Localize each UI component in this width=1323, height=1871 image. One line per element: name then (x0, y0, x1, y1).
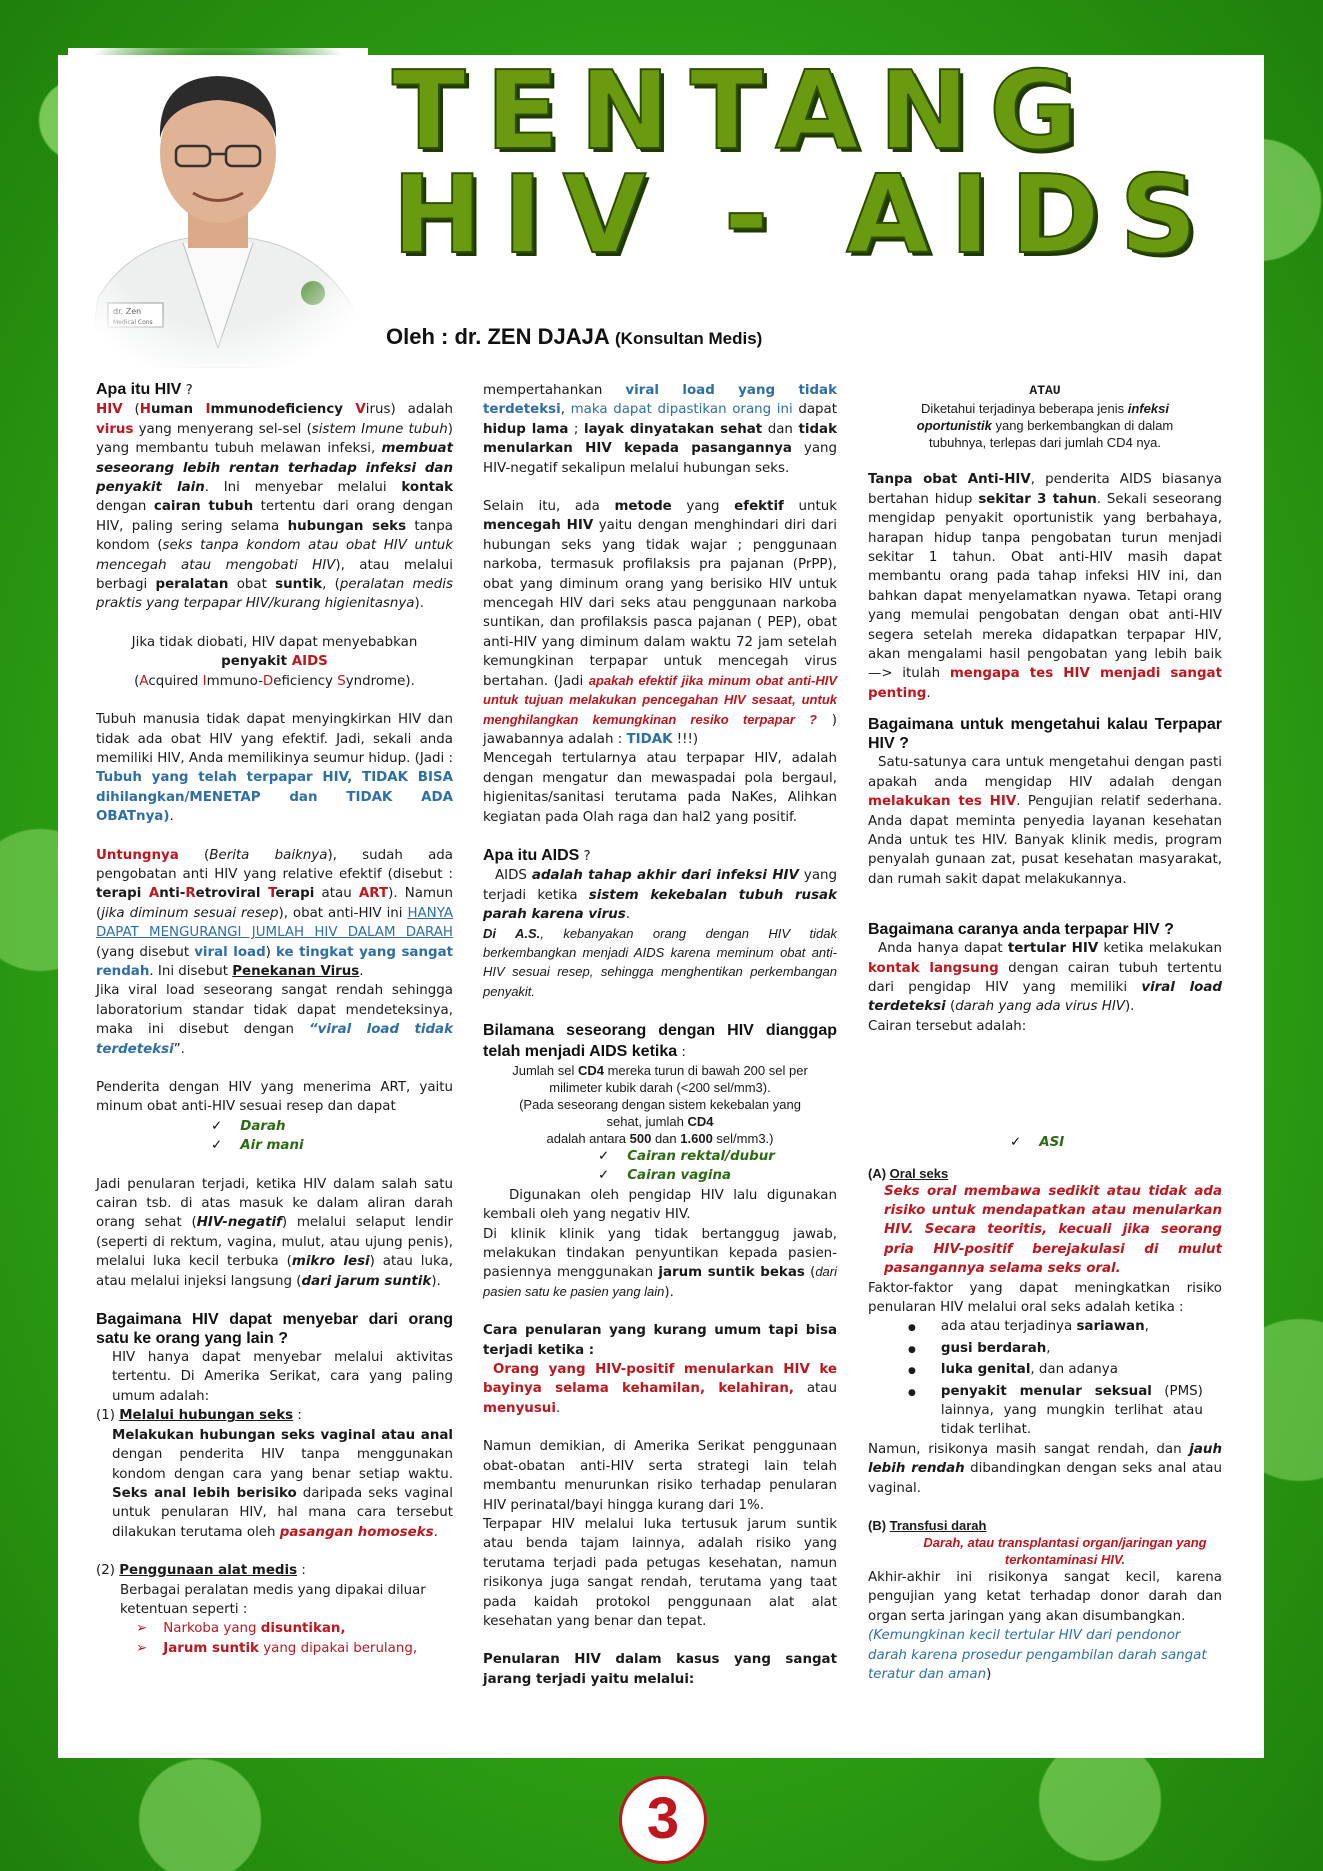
text-run: tertular HIV (1007, 941, 1099, 957)
para-low-risk (868, 1440, 1222, 1498)
text-run: . Pengujian relatif sederhana. Anda dapat meminta penyedia layanan kesehatan Anda untuk tes HIV. Banyak klinik medis, program penyalah gunaan zat, pusat kesehatan masyarakat, dan rumah sakit dapat melakukannya. (868, 794, 1222, 887)
author-name: Oleh : dr. ZEN DJAJA (386, 324, 609, 349)
text-run: ; (568, 421, 584, 437)
heading-rare: Penularan HIV dalam kasus yang sangat jarang terjadi yaitu melalui (483, 1652, 837, 1687)
section-label: (B) (868, 1518, 887, 1534)
text-run: ketika melakukan (1098, 941, 1222, 957)
heading-apa-itu-hiv: Apa itu HIV (96, 381, 182, 398)
text-run: darah yang ada virus HIV (955, 999, 1125, 1015)
text-run: luka genital (940, 1362, 1031, 1378)
text-run: efektif (734, 499, 784, 515)
heading-less-common: Cara penularan yang kurang umum tapi bisa terjadi ketika : (483, 1323, 837, 1358)
para-needlestick: Terpapar HIV melalui luka tertusuk jarum suntik atau benda tajam lainnya, adalah risiko yang terutama terjadi pada petugas kesehatan, namun risikonya juga sangat rendah, terutama yang taat pada kaidah protokol penggunaan alat alat kesehatan yang benar dan tepat. (483, 1516, 837, 1629)
colon: : (293, 1408, 302, 1424)
list-number: (1) (96, 1408, 115, 1424)
text-run: AIDS (495, 868, 532, 884)
text-run: Selain itu, ada (483, 499, 615, 515)
text-run: . (625, 907, 631, 923)
text-run: hubungan seks (287, 518, 407, 534)
text-run: HIV (96, 402, 123, 418)
text-run: . Ini disebut (149, 963, 233, 979)
text-run: cquired (148, 673, 203, 689)
text-run: uman (151, 402, 206, 418)
text-run: dengan cairan tubuh tertentu dari pengidap HIV yang memiliki (868, 960, 1222, 995)
text-run: (yang disebut (96, 944, 195, 960)
text-run: Orang yang HIV-positif menularkan HIV ke bayinya selama kehamilan, kelahiran, (483, 1362, 837, 1397)
text-run: jauh lebih rendah (868, 1441, 1222, 1477)
para-aids-def (483, 866, 837, 924)
text-run: untuk (783, 499, 837, 515)
text-run: , penderita AIDS biasanya bertahan hidup (868, 472, 1223, 507)
text-run: obat (228, 577, 276, 593)
list-item (868, 1339, 1222, 1360)
text-run: tanpa kondom ( (96, 518, 454, 554)
para-direct-contact (868, 939, 1222, 1017)
text-run: V (355, 402, 366, 418)
para-viral-load (483, 381, 837, 478)
list-item (96, 1619, 453, 1638)
para-perinatal: Namun demikian, di Amerika Serikat penggunaan obat-obatan anti-HIV serta strategi lain telah membantu menurunkan risiko terhadap penularan HIV perinatal/bayi hingga kurang dari 1%. (483, 1439, 837, 1513)
para-factors: Faktor-faktor yang dapat meningkatkan risiko penularan HIV melalui oral seks adalah ketika : (868, 1280, 1222, 1315)
text-run: Narkoba yang (163, 1621, 261, 1637)
text-run: Tubuh yang telah terpapar HIV, TIDAK BISA dihilangkan/MENETAP dan TIDAK ADA OBATnya) (96, 770, 453, 825)
text-run: , dan adanya (1030, 1362, 1118, 1378)
op-line: tubuhnya, terlepas dari jumlah CD4 nya. (929, 435, 1161, 451)
text-run: dari pasien satu ke pasien yang lain (483, 1264, 837, 1299)
text-run: dengan penderita HIV tanpa menggunakan kondom dengan cara yang benar setiap waktu. (112, 1447, 453, 1482)
text-run: viral load terdeteksi (868, 979, 1223, 1015)
text-run: Berita baiknya (209, 847, 328, 863)
text-run: D (262, 673, 274, 689)
author-role: (Konsultan Medis) (615, 329, 763, 348)
text-run: Anda hanya dapat (878, 941, 1008, 957)
text-run: ). (414, 596, 425, 612)
cd4-line (483, 1113, 837, 1130)
text-run: H (139, 402, 151, 418)
list-item (868, 1382, 1222, 1440)
text-run: ke tingkat yang sangat rendah (96, 944, 454, 979)
text-run: dapat (792, 402, 838, 418)
aids-term: AIDS (291, 654, 328, 670)
text-run: ) yang membantu tubuh melawan infeksi, (96, 421, 453, 457)
aids-line-2: penyakit (221, 654, 288, 670)
subheading-medical: Penggunaan alat medis (119, 1563, 298, 1579)
text-run: !!!) (672, 731, 699, 747)
text-run: CD4 (687, 1114, 714, 1129)
text-run: yang HIV-negatif sekalipun melalui hubungan seks. (483, 441, 838, 476)
text-run: I (205, 402, 211, 418)
text-run: adalah antara (546, 1131, 630, 1146)
text-run: A (139, 673, 149, 689)
text-run: virus (96, 421, 134, 437)
text-run: ), sudah ada pengobatan anti HIV yang relative efektif (disebut : (96, 847, 454, 882)
question-mark: ? (579, 848, 591, 864)
text-run: mencegah HIV (483, 518, 594, 534)
text-run: eficiency (273, 673, 338, 689)
text-run: peralatan (155, 577, 229, 593)
text-run: disuntikan, (260, 1621, 346, 1637)
text-run: ), obat anti-HIV ini (278, 905, 408, 921)
text-run: daripada seks vaginal untuk penularan HIV, hal mana cara tersebut dilakukan terutama oleh (112, 1485, 453, 1540)
text-run: ). (664, 1284, 674, 1300)
para-transmission (96, 1175, 453, 1291)
para-oral-risk: Seks oral membawa sedikit atau tidak ada risiko untuk mendapatkan atau menularkan HIV. Secara teoritis, kecuali jika seorang pria HIV-positif berejakulasi di mulut pasangannya selama seks oral. (884, 1183, 1222, 1277)
text-run: R (185, 886, 196, 902)
text-run: penyakit menular seksual (940, 1383, 1152, 1399)
para-sex (96, 1426, 453, 1542)
text-run: . (433, 1524, 438, 1540)
text-run: dari jarum suntik (301, 1273, 432, 1289)
closing-paren: ) (986, 1667, 992, 1683)
text-run: HANYA DAPAT MENGURANGI JUMLAH HIV DALAM DARAH (96, 905, 453, 941)
text-run: seks tanpa kondom atau obat HIV untuk mencegah atau mengobati HIV (96, 538, 453, 573)
para-prevent-exposure: Mencegah tertularnya atau terpapar HIV, adalah dengan mengatur dan mewaspadai pola bergaul, higienitas/sanitasi terutama pada NaKes, Alihkan kegiatan pada Olah raga dan hal2 yang positif. (483, 751, 837, 825)
text-run: Namun, risikonya masih sangat rendah, dan (868, 1441, 1190, 1457)
text-run: dibandingkan dengan seks anal atau vaginal. (868, 1461, 1222, 1496)
page-number: 3 (619, 1776, 707, 1864)
text-run: ada atau terjadinya (940, 1319, 1077, 1335)
text-run: peralatan medis praktis yang terpapar HIV/kurang higienitasnya (96, 577, 453, 612)
column-2 (483, 381, 837, 1689)
list-number: (2) (96, 1563, 115, 1579)
text-run: atau (793, 1381, 837, 1397)
text-run: Penekanan Virus (232, 963, 360, 979)
text-run: “viral load tidak terdeteksi (96, 1022, 453, 1057)
cd4-line (483, 1130, 837, 1147)
text-run: , ( (322, 577, 340, 593)
author-photo (68, 48, 368, 368)
title-line-1: TENTANG (392, 49, 1098, 174)
para-survival (868, 470, 1222, 703)
text-run: ( (134, 673, 140, 689)
fluid-list-2 (483, 1147, 837, 1186)
text-run: ) melalui selaput lendir (seperti di rektum, vagina, mulut, atau ujung penis), melalui luka kecil terbuka ( (96, 1215, 453, 1270)
para-reuse: Digunakan oleh pengidap HIV lalu digunakan kembali oleh yang negativ HIV. (483, 1187, 837, 1223)
text-run: . (169, 809, 174, 825)
para-medical: Berbagai peralatan medis yang dipakai diluar ketentuan seperti : (120, 1582, 426, 1617)
text-run: Untungnya (96, 847, 179, 863)
text-run: metode (614, 499, 672, 515)
text-run: irus) adalah (365, 402, 454, 418)
cd4-line (483, 1062, 837, 1079)
text-run: ) jawabannya adalah : (483, 712, 837, 747)
text-run: etroviral (195, 886, 269, 902)
question-mark: ? (181, 383, 193, 398)
op-line: yang berkembangkan di dalam (991, 418, 1174, 434)
text-run: . Sekali seseorang mengidap penyakit oportunistik yang berbahaya, harapan hidup tanpa pengobatan turun menjadi sekitar 1 tahun. Obat anti-HIV masih dapat membantu orang pada tahap infeksi HIV ini, dan bahkan dapat menyelamatkan nyawa. Tetapi orang yang memulai pengobatan dengan obat anti-HIV segera setelah mereka didapatkan terpapar HIV, akan mengalami hasil pengobatan yang lebih baik —> itulah (868, 491, 1223, 682)
text-run: mempertahankan (483, 383, 626, 398)
text-run: Seks anal lebih berisiko (112, 1485, 297, 1501)
text-run: ( (945, 999, 956, 1015)
heading-apa-itu-aids: Apa itu AIDS (483, 846, 580, 864)
text-run: yaitu dengan menghindari diri dari hubungan seks yang tidak wajar ; penggunaan narkoba, termasuk profilaksis pra pajanan (PrPP), obat yang diminum orang yang berisiko HIV untuk mencegah HIV dari seks atau penggunaan narkoba suntikan, dan profilaksis pasca pajanan ( PEP), obat anti-HIV yang diminum dalam waktu 72 jam setelah kemungkinan terpapar untuk mencegah virus bertahan. (Jadi (483, 518, 837, 689)
text-run: ) (265, 944, 276, 960)
text-run: ( (178, 847, 210, 863)
text-run: 1.600 (680, 1131, 713, 1146)
heading-menyebar: Bagaimana HIV dapat menyebar dari orang satu ke orang yang lain ? (96, 1311, 453, 1348)
text-run: ). Namun ( (96, 886, 453, 921)
aids-line-1: Jika tidak diobati, HIV dapat menyebabkan (131, 634, 418, 650)
text-run: gusi berdarah (940, 1340, 1047, 1356)
list-item (868, 1317, 1222, 1338)
text-run: sistem kekebalan tubuh rusak parah karena virus (483, 887, 837, 923)
text-run: suntik (275, 577, 323, 593)
text-run: dan (762, 421, 799, 437)
text-run: CD4 (577, 1063, 604, 1078)
text-run: apakah efektif jika minum obat anti-HIV untuk tujuan melakukan pencegahan HIV sesaat, untuk menghilangkan kemungkinan resiko terpapar ? (483, 672, 837, 727)
text-run: yndrome). (345, 673, 415, 689)
text-run: viral load yang tidak terdeteksi (483, 383, 837, 418)
page-title (392, 49, 1218, 278)
bullet-text (941, 1339, 1203, 1358)
text-run: viral load (194, 944, 266, 960)
text-run: yang menyerang sel-sel ( (133, 421, 312, 437)
cd4-criteria (483, 1062, 837, 1147)
text-run: kontak langsung (868, 960, 999, 976)
para-hiv-definition (96, 400, 453, 613)
para-fluids: Cairan tersebut adalah: (868, 1018, 1027, 1034)
para-testing (868, 753, 1222, 889)
text-run: . (555, 1400, 561, 1416)
para-activities: HIV hanya dapat menyebar melalui aktivitas tertentu. Di Amerika Serikat, cara yang paling umum adalah: (112, 1350, 453, 1404)
list-item: ✓ ASI (868, 1133, 1222, 1152)
text-run: ART (358, 886, 389, 902)
text-run: . Ini menyebar melalui (204, 480, 402, 496)
text-run: hidup lama (483, 421, 569, 437)
atau-label: ATAU (1029, 383, 1061, 398)
column-1 (96, 380, 453, 1658)
text-run: erapi (275, 886, 315, 902)
text-run: sekitar 3 tahun (978, 491, 1097, 507)
subheading-transfusion: Transfusi darah (889, 1518, 987, 1534)
bullet-text (941, 1360, 1203, 1379)
cd4-line: milimeter kubik darah (<200 sel/mm3). (549, 1080, 771, 1095)
text-run: adalah tahap akhir dari infeksi HIV (531, 868, 799, 884)
column-3 (868, 381, 1222, 1685)
text-run: atau (314, 886, 359, 902)
subheading-sex: Melalui hubungan seks (119, 1408, 294, 1424)
text-run: cairan tubuh (153, 499, 254, 515)
list-item: ✓ Cairan vagina (483, 1166, 837, 1185)
text-run: menyusui (483, 1400, 556, 1416)
heading-terpapar: Bagaimana caranya anda terpapar HIV ? (868, 921, 1174, 939)
bullet-text (941, 1382, 1203, 1440)
text-run: melakukan tes HIV (868, 794, 1017, 810)
list-item (96, 1639, 453, 1658)
para-art-patients: Penderita dengan HIV yang menerima ART, yaitu minum obat anti-HIV sesuai resep dan dapat (96, 1080, 453, 1115)
text-run: TIDAK (626, 731, 673, 747)
text-run: maka dapat dipastikan orang ini (570, 402, 793, 418)
aids-line-3 (96, 672, 453, 691)
text-run: yang (671, 499, 735, 515)
text-run: mmuno- (206, 673, 263, 689)
text-run: yang terjadi ketika (483, 868, 838, 903)
text-run: membuat seseorang lebih rentan terhadap infeksi dan penyakit lain (96, 441, 453, 496)
text-run: pasangan homoseks (279, 1524, 434, 1540)
text-run: dengan (96, 499, 154, 515)
text-run: (PMS) lainnya, yang mungkin terlihat atau tidak terlihat. (940, 1383, 1203, 1438)
text-run: mikro lesi (291, 1254, 370, 1270)
text-run: sehat, jumlah (606, 1114, 688, 1129)
op-line: Diketahui terjadinya beberapa jenis (921, 401, 1125, 417)
text-run: mengapa tes HIV menjadi sangat penting (868, 666, 1222, 701)
text-run: HIV-negatif (196, 1215, 282, 1231)
text-run: ( (804, 1265, 816, 1281)
bullet-text (941, 1317, 1203, 1336)
text-run: , (1046, 1340, 1051, 1356)
para-undetectable (96, 981, 453, 1059)
text-run: Jarum suntik (163, 1640, 259, 1656)
text-run: ( (122, 402, 140, 418)
text-run: Melakukan hubungan seks vaginal atau anal (112, 1427, 453, 1443)
fluid-list-1 (96, 1117, 453, 1156)
text-run: 500 (629, 1131, 652, 1146)
subheading-oral: Oral seks (889, 1165, 949, 1181)
text-run: mmunodeficiency (210, 402, 356, 418)
text-run: . (359, 963, 364, 979)
text-run: mereka turun di bawah 200 sel per (603, 1063, 808, 1078)
text-run: Jika viral load seseorang sangat rendah sehingga laboratorium standar tidak dapat mendeteksinya, maka ini disebut dengan (96, 983, 453, 1038)
colon: : (688, 1671, 695, 1687)
heading-bilamana: Bilamana seseorang dengan HIV dianggap telah menjadi AIDS ketika (483, 1022, 837, 1060)
text-run: layak dinyatakan sehat (583, 421, 763, 437)
text-run: ) atau luka, atau melalui injeksi langsung ( (96, 1254, 453, 1289)
para-donor: (Kemungkinan kecil tertular HIV dari pendonor darah karena prosedur pengambilan darah sangat teratur dan aman (868, 1628, 1207, 1683)
text-run: Tanpa obat Anti-HIV (868, 472, 1031, 488)
text-run: A (148, 886, 160, 902)
para-transfusion: Darah, atau transplantasi organ/jaringan yang terkontaminasi HIV. (923, 1535, 1207, 1568)
text-run: Tubuh manusia tidak dapat menyingkirkan HIV dan tidak ada obat HIV yang efektif. Jadi, sekali anda memiliki HIV, Anda memilikinya seumur hidup. (Jadi : (96, 712, 453, 766)
text-run: I (202, 673, 207, 689)
text-run: dan (651, 1131, 681, 1146)
text-run: jarum suntik bekas (658, 1265, 805, 1281)
text-run: T (268, 886, 276, 902)
para-art (96, 846, 453, 982)
heading-mengetahui: Bagaimana untuk mengetahui kalau Terpapar HIV ? (868, 716, 1222, 753)
text-run: sistem Imune tubuh (311, 421, 448, 437)
text-run: Jadi penularan terjadi, ketika HIV dalam salah satu cairan tsb. di atas masuk ke dalam aliran darah orang sehat ( (96, 1176, 453, 1231)
colon: : (677, 1044, 686, 1060)
list-item: ✓ Air mani (96, 1136, 453, 1155)
text-run: Di A.S. (483, 925, 541, 941)
text-run: S (337, 673, 346, 689)
para-aids-us (483, 925, 837, 1003)
text-run: Di klinik klinik yang tidak bertanggug jawab, melakukan tindakan penyuntikan kepada pasien-pasiennya menggunakan (483, 1226, 837, 1281)
text-run: , (560, 402, 571, 418)
list-item: ✓ Cairan rektal/dubur (483, 1147, 837, 1166)
text-run: ), atau melalui berbagi (96, 557, 453, 593)
para-screening: Akhir-akhir ini risikonya sangat kecil, karena pengujian yang ketat terhadap donor darah dan organ serta jaringan yang akan disumbangkan. (868, 1570, 1222, 1624)
text-run: Jumlah sel (512, 1063, 578, 1078)
text-run: yang dipakai berulang, (258, 1640, 418, 1656)
text-run: Satu-satunya cara untuk mengetahui dengan pasti apakah anda mengidap HIV adalah dengan (868, 755, 1222, 790)
text-run: ). (1124, 999, 1135, 1015)
text-run: . (926, 685, 931, 701)
text-run: ”. (173, 1041, 185, 1057)
list-item: ✓ Darah (96, 1117, 453, 1136)
text-run: terapi (96, 886, 149, 902)
text-run: jika diminum sesuai resep (101, 905, 279, 921)
op-term: oportunistik (916, 418, 992, 434)
text-run: sariawan (1076, 1319, 1145, 1335)
cd4-line: (Pada seseorang dengan sistem kekebalan yang (519, 1097, 801, 1112)
text-run: sel/mm3.) (712, 1131, 774, 1146)
text-run: , (1144, 1319, 1149, 1335)
byline (386, 324, 762, 350)
para-prevention (483, 497, 837, 749)
text-run: ). (431, 1273, 441, 1289)
colon: : (297, 1563, 306, 1579)
title-line-2: HIV - AIDS (392, 153, 1218, 278)
text-run: nti- (159, 886, 186, 902)
opportunistic-note (868, 400, 1222, 451)
para-mother-child (483, 1360, 837, 1418)
text-run: tidak menularkan HIV kepada pasangannya (483, 421, 837, 457)
para-no-cure (96, 710, 453, 826)
para-clinics (483, 1225, 837, 1303)
text-run: , kebanyakan orang dengan HIV tidak berkembangkan menjadi AIDS karena meminum obat anti-HIV sesuai resep, sehingga menghentikan perkembangan penyakit. (483, 925, 837, 999)
text-run: kontak (401, 480, 453, 496)
list-item (868, 1360, 1222, 1381)
text-run: tertentu dari orang dengan HIV, paling sering selama (96, 499, 453, 534)
op-term: infeksi (1127, 401, 1169, 417)
section-label: (A) (868, 1165, 887, 1181)
